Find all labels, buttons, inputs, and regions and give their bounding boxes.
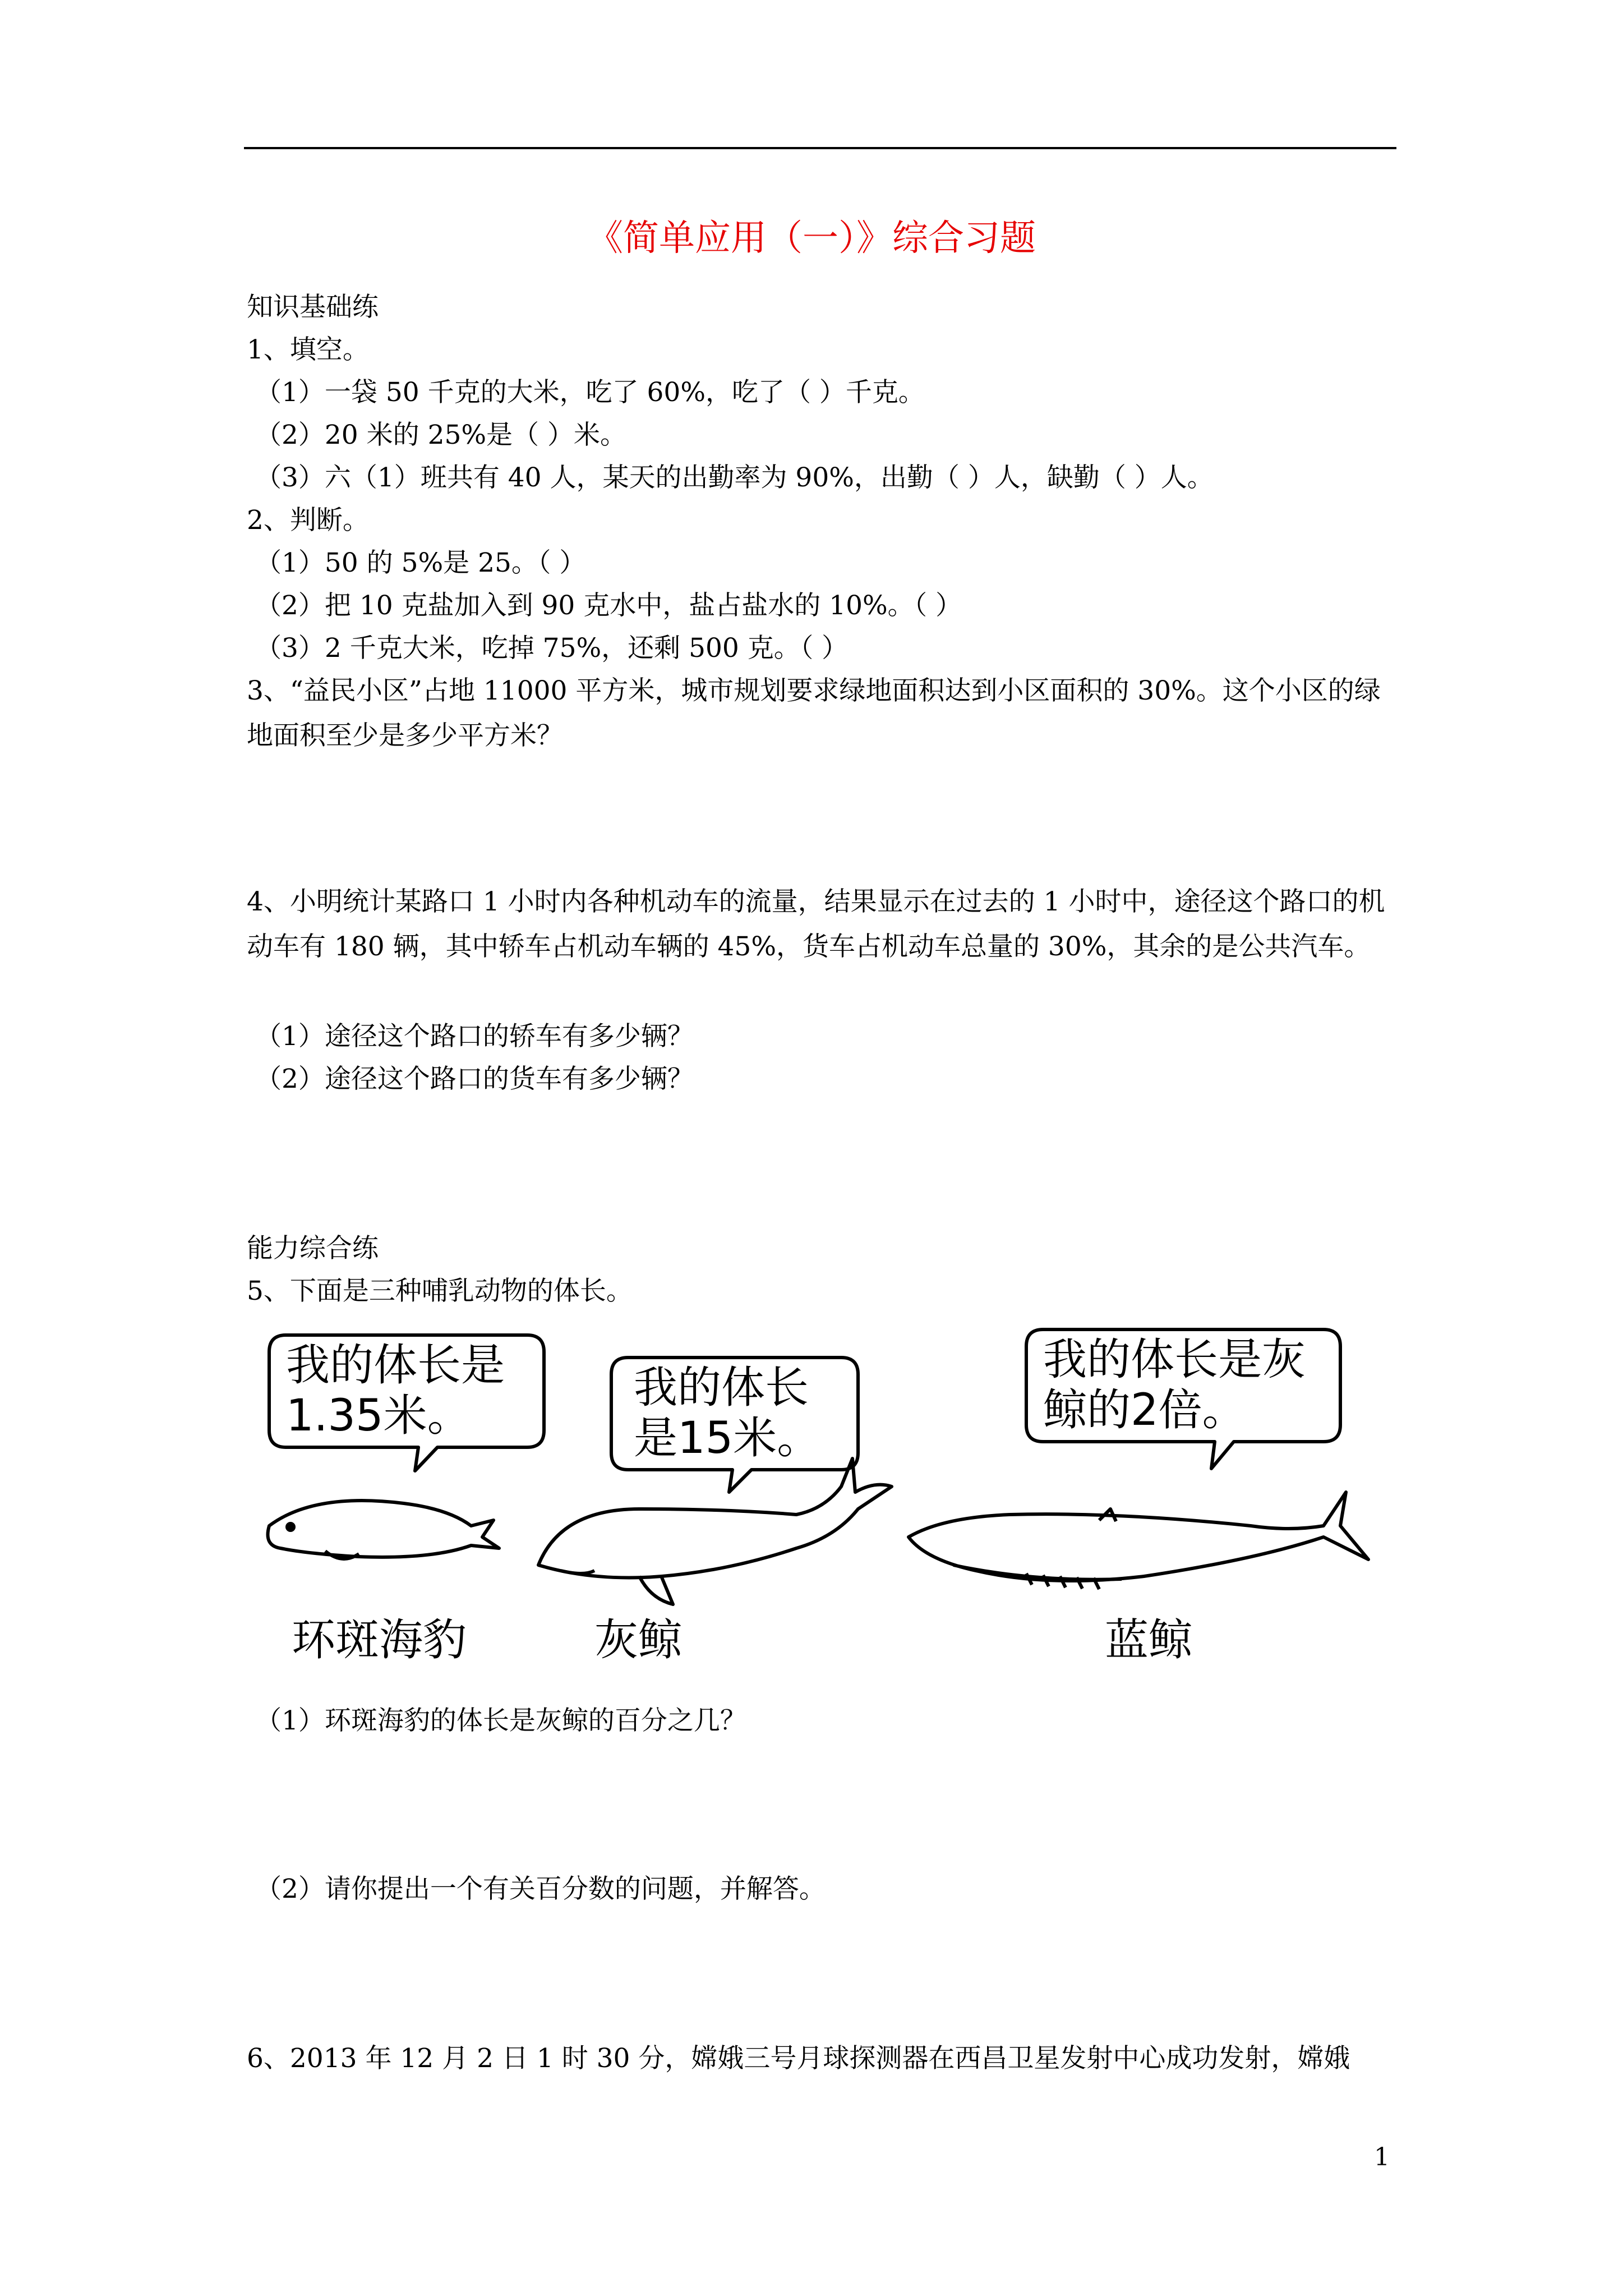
question-5-item-1: （1）环斑海豹的体长是灰鲸的百分之几？ [255, 1705, 746, 1736]
question-4-item-1: （1）途径这个路口的轿车有多少辆？ [255, 1021, 694, 1052]
question-4-item-2: （2）途径这个路口的货车有多少辆？ [255, 1064, 694, 1094]
label-ringed-seal: 环斑海豹 [292, 1615, 467, 1665]
page-title: 《简单应用（一）》综合习题 [587, 218, 1036, 259]
question-2-item-1: （1）50 的 5%是 25。（ ） [255, 547, 586, 578]
page-number: 1 [1374, 2143, 1390, 2171]
question-6-text: 6、2013 年 12 月 2 日 1 时 30 分，嫦娥三号月球探测器在西昌卫星发射中心成功发射，嫦娥 [247, 2043, 1350, 2074]
section-heading-ability: 能力综合练 [247, 1233, 379, 1264]
question-3-text: 3、“益民小区”占地 11000 平方米，城市规划要求绿地面积达到小区面积的 30%。这个小区的绿地面积至少是多少平方米？ [247, 675, 1381, 751]
seal-bubble-line-1: 我的体长是 [286, 1340, 505, 1391]
question-2-item-3: （3）2 千克大米，吃掉 75%，还剩 500 克。（ ） [255, 633, 849, 664]
gray-whale-bubble-line-2: 是15米。 [634, 1413, 821, 1464]
blue-whale-bubble-line-2: 鲸的2倍。 [1043, 1385, 1246, 1435]
gray-whale-bubble-line-1: 我的体长 [634, 1363, 809, 1413]
header-rule [244, 147, 1396, 149]
question-2-heading: 2、判断。 [247, 505, 369, 536]
question-5-heading: 5、下面是三种哺乳动物的体长。 [247, 1276, 633, 1306]
section-heading-basic: 知识基础练 [247, 292, 379, 323]
question-1-item-3: （3）六（1）班共有 40 人，某天的出勤率为 90%，出勤（ ）人，缺勤（ ）人。 [255, 462, 1214, 493]
blue-whale-bubble-line-1: 我的体长是灰 [1043, 1335, 1306, 1385]
question-1-heading: 1、填空。 [247, 334, 369, 365]
question-4-text: 4、小明统计某路口 1 小时内各种机动车的流量，结果显示在过去的 1 小时中，途径这个路口的机动车有 180 辆，其中轿车占机动车辆的 45%，货车占机动车总量的 30%，其余的是公共汽车。 [247, 886, 1385, 962]
question-5-item-2: （2）请你提出一个有关百分数的问题，并解答。 [255, 1874, 826, 1904]
mammal-length-figure [247, 1324, 1402, 1683]
question-1-item-2: （2）20 米的 25%是（ ）米。 [255, 420, 626, 450]
question-1-item-1: （1）一袋 50 千克的大米，吃了 60%，吃了（ ）千克。 [255, 377, 925, 408]
seal-bubble-line-2: 1.35米。 [286, 1391, 471, 1441]
question-2-item-2: （2）把 10 克盐加入到 90 克水中，盐占盐水的 10%。（ ） [255, 590, 962, 621]
label-blue-whale: 蓝鲸 [1105, 1615, 1193, 1665]
label-gray-whale: 灰鲸 [594, 1615, 683, 1665]
